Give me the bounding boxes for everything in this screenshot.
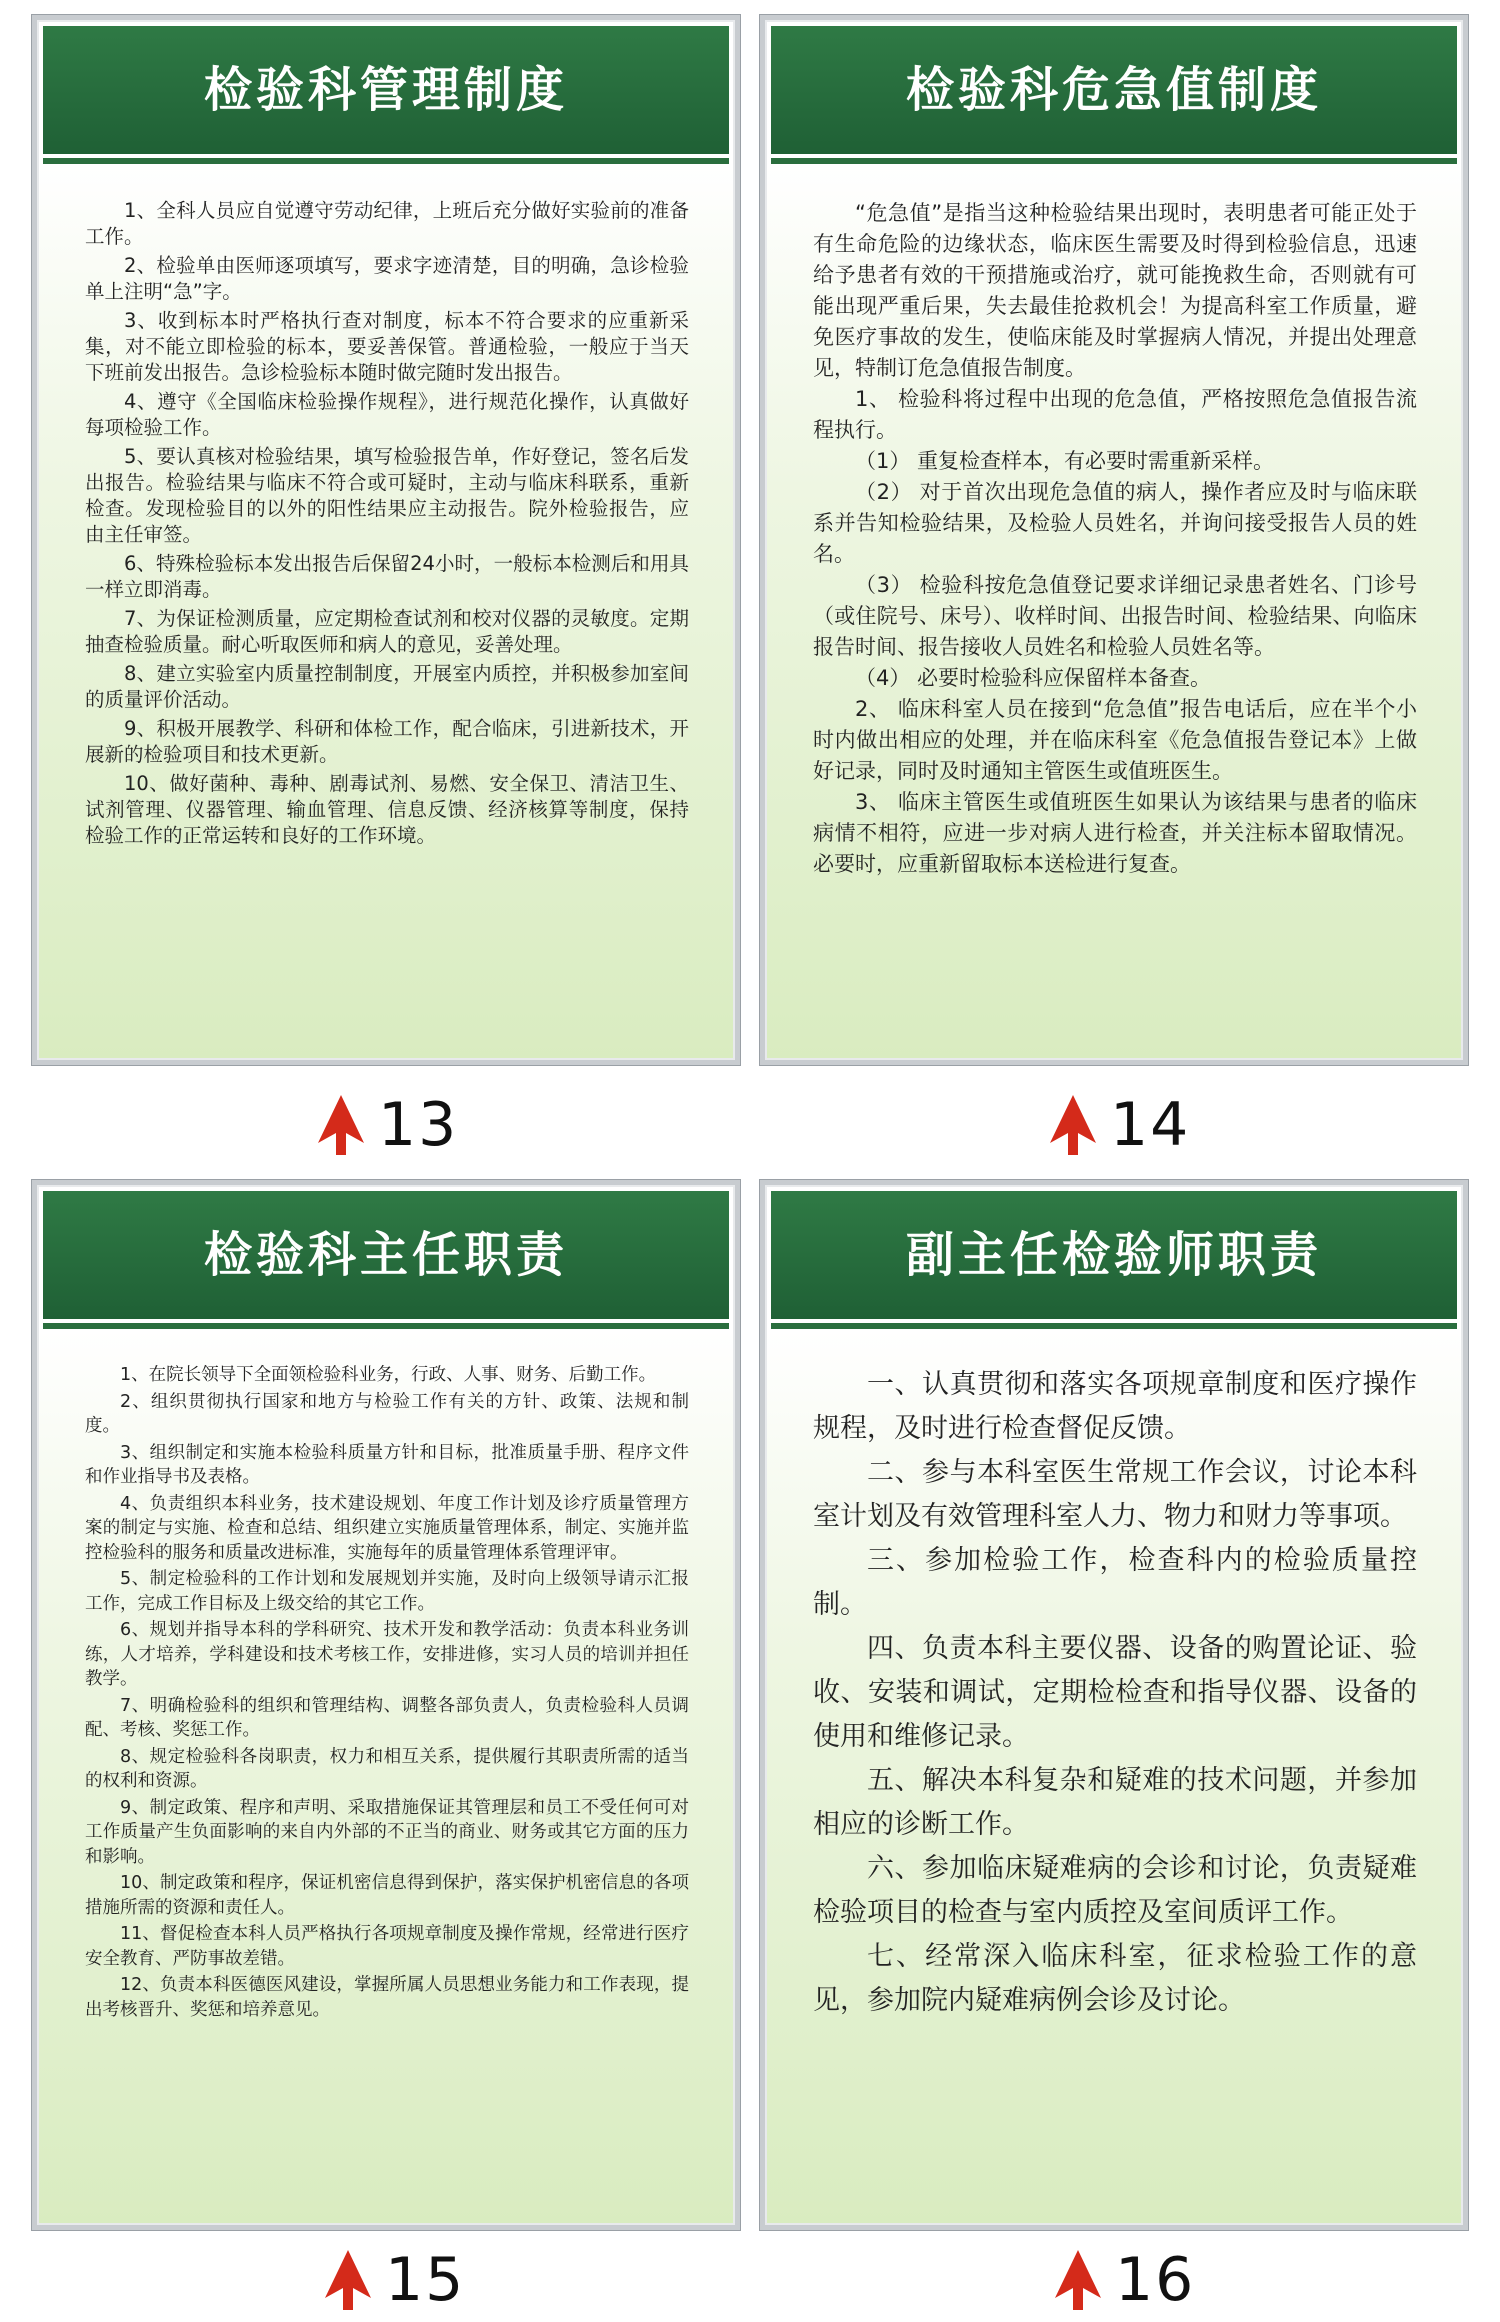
panel-16-deputy-chief-duties: [760, 1180, 1468, 2230]
paragraph: “危急值”是指当这种检验结果出现时，表明患者可能正处于有生命危险的边缘状态，临床医生需要及时得到检验信息，迅速给予患者有效的干预措施或治疗，就可能挽救生命，否则就有可能出现严重后果，失去最佳抢救机会！为提高科室工作质量，避免医疗事故的发生，使临床能及时掌握病人情况，并提出处理意见，特制订危急值报告制度。: [813, 201, 1417, 380]
paragraph: （4） 必要时检验科应保留样本备查。: [855, 666, 1212, 690]
up-arrow-icon: [1050, 1095, 1096, 1155]
panel-number: 15: [385, 2245, 466, 2315]
paragraph: 9、制定政策、程序和声明、采取措施保证其管理层和员工不受任何可对工作质量产生负面影响的来自内外部的不正当的商业、财务或其它方面的压力和影响。: [85, 1797, 689, 1867]
paragraph: （3） 检验科按危急值登记要求详细记录患者姓名、门诊号（或住院号、床号）、收样时间、出报告时间、检验结果、向临床报告时间、报告接收人员姓名和检验人员姓名等。: [813, 573, 1417, 659]
panel-title: 副主任检验师职责: [905, 1227, 1322, 1283]
panel-number-label: [318, 1085, 458, 1165]
panel-body: [813, 198, 1417, 880]
panel-14-critical-value-rules: [760, 15, 1468, 1065]
panel-body: [85, 198, 689, 852]
paragraph: 2、 临床科室人员在接到“危急值”报告电话后，应在半个小时内做出相应的处理，并在临床科室《危急值报告登记本》上做好记录，同时及时通知主管医生或值班医生。: [813, 697, 1417, 783]
panel-15-director-duties: [32, 1180, 740, 2230]
panel-header: [771, 1191, 1457, 1319]
panel-number-label: [1050, 1085, 1190, 1165]
up-arrow-icon: [1055, 2250, 1101, 2310]
paragraph: 5、制定检验科的工作计划和发展规划并实施，及时向上级领导请示汇报工作，完成工作目标及上级交给的其它工作。: [85, 1569, 689, 1614]
panel-body: [85, 1363, 689, 2024]
paragraph: 2、检验单由医师逐项填写，要求字迹清楚，目的明确，急诊检验单上注明“急”字。: [85, 254, 689, 303]
paragraph: 9、积极开展教学、科研和体检工作，配合临床，引进新技术，开展新的检验项目和技术更新。: [85, 717, 689, 766]
paragraph: （1） 重复检查样本，有必要时需重新采样。: [855, 449, 1275, 473]
paragraph: 三、参加检验工作，检查科内的检验质量控制。: [813, 1545, 1417, 1620]
paragraph: 1、在院长领导下全面领检验科业务，行政、人事、财务、后勤工作。: [120, 1365, 657, 1385]
panel-title: 检验科主任职责: [203, 1227, 568, 1283]
panel-number: 14: [1110, 1090, 1191, 1160]
paragraph: 7、为保证检测质量，应定期检查试剂和校对仪器的灵敏度。定期抽查检验质量。耐心听取医师和病人的意见，妥善处理。: [85, 607, 689, 656]
paragraph: 7、明确检验科的组织和管理结构、调整各部负责人，负责检验科人员调配、考核、奖惩工作。: [85, 1695, 689, 1740]
paragraph: 3、收到标本时严格执行查对制度，标本不符合要求的应重新采集，对不能立即检验的标本，要妥善保管。普通检验，一般应于当天下班前发出报告。急诊检验标本随时做完随时发出报告。: [85, 309, 689, 384]
paragraph: 3、组织制定和实施本检验科质量方针和目标，批准质量手册、程序文件和作业指导书及表格。: [85, 1442, 689, 1487]
panel-number: 13: [378, 1090, 459, 1160]
panel-number: 16: [1115, 2245, 1196, 2315]
paragraph: 一、认真贯彻和落实各项规章制度和医疗操作规程，及时进行检查督促反馈。: [813, 1369, 1417, 1444]
paragraph: 六、参加临床疑难病的会诊和讨论，负责疑难检验项目的检查与室内质控及室间质评工作。: [813, 1853, 1417, 1928]
paragraph: （2） 对于首次出现危急值的病人，操作者应及时与临床联系并告知检验结果，及检验人员姓名，并询问接受报告人员的姓名。: [813, 480, 1417, 566]
paragraph: 3、 临床主管医生或值班医生如果认为该结果与患者的临床病情不相符，应进一步对病人进行检查，并关注标本留取情况。必要时，应重新留取标本送检进行复查。: [813, 790, 1417, 876]
paragraph: 10、做好菌种、毒种、剧毒试剂、易燃、安全保卫、清洁卫生、试剂管理、仪器管理、输血管理、信息反馈、经济核算等制度，保持检验工作的正常运转和良好的工作环境。: [85, 772, 689, 847]
paragraph: 1、全科人员应自觉遵守劳动纪律，上班后充分做好实验前的准备工作。: [85, 199, 689, 248]
up-arrow-icon: [325, 2250, 371, 2310]
paragraph: 12、负责本科医德医风建设，掌握所属人员思想业务能力和工作表现，提出考核晋升、奖惩和培养意见。: [85, 1975, 689, 2020]
panel-number-label: [325, 2240, 465, 2320]
paragraph: 2、组织贯彻执行国家和地方与检验工作有关的方针、政策、法规和制度。: [85, 1391, 689, 1436]
paragraph: 10、制定政策和程序，保证机密信息得到保护，落实保护机密信息的各项措施所需的资源和责任人。: [85, 1873, 689, 1918]
paragraph: 五、解决本科复杂和疑难的技术问题，并参加相应的诊断工作。: [813, 1765, 1417, 1840]
panel-header: [43, 1191, 729, 1319]
paragraph: 4、负责组织本科业务，技术建设规划、年度工作计划及诊疗质量管理方案的制定与实施、检查和总结、组织建立实施质量管理体系，制定、实施并监控检验科的服务和质量改进标准，实施每年的质量管理体系管理评审。: [85, 1493, 689, 1563]
panel-13-management-rules: [32, 15, 740, 1065]
paragraph: 4、遵守《全国临床检验操作规程》，进行规范化操作，认真做好每项检验工作。: [85, 390, 689, 439]
paragraph: 6、特殊检验标本发出报告后保留24小时，一般标本检测后和用具一样立即消毒。: [85, 552, 689, 601]
paragraph: 1、 检验科将过程中出现的危急值，严格按照危急值报告流程执行。: [813, 387, 1417, 442]
paragraph: 5、要认真核对检验结果，填写检验报告单，作好登记，签名后发出报告。检验结果与临床不符合或可疑时，主动与临床科联系，重新检查。发现检验目的以外的阳性结果应主动报告。院外检验报告，应由主任审签。: [85, 445, 689, 546]
paragraph: 8、规定检验科各岗职责，权力和相互关系，提供履行其职责所需的适当的权利和资源。: [85, 1746, 689, 1791]
paragraph: 8、建立实验室内质量控制制度，开展室内质控，并积极参加室间的质量评价活动。: [85, 662, 689, 711]
paragraph: 11、督促检查本科人员严格执行各项规章制度及操作常规，经常进行医疗安全教育、严防事故差错。: [85, 1924, 689, 1969]
panel-title: 检验科管理制度: [203, 62, 568, 118]
paragraph: 6、规划并指导本科的学科研究、技术开发和教学活动：负责本科业务训练，人才培养，学科建设和技术考核工作，安排进修，实习人员的培训并担任教学。: [85, 1620, 689, 1689]
paragraph: 二、参与本科室医生常规工作会议，讨论本科室计划及有效管理科室人力、物力和财力等事项。: [813, 1457, 1417, 1532]
paragraph: 七、经常深入临床科室，征求检验工作的意见，参加院内疑难病例会诊及讨论。: [813, 1941, 1417, 2016]
panel-title: 检验科危急值制度: [905, 62, 1322, 118]
up-arrow-icon: [318, 1095, 364, 1155]
paragraph: 四、负责本科主要仪器、设备的购置论证、验收、安装和调试，定期检检查和指导仪器、设备的使用和维修记录。: [813, 1633, 1417, 1752]
panel-body: [813, 1363, 1417, 2023]
panel-header: [771, 26, 1457, 154]
panel-header: [43, 26, 729, 154]
panel-number-label: [1055, 2240, 1195, 2320]
